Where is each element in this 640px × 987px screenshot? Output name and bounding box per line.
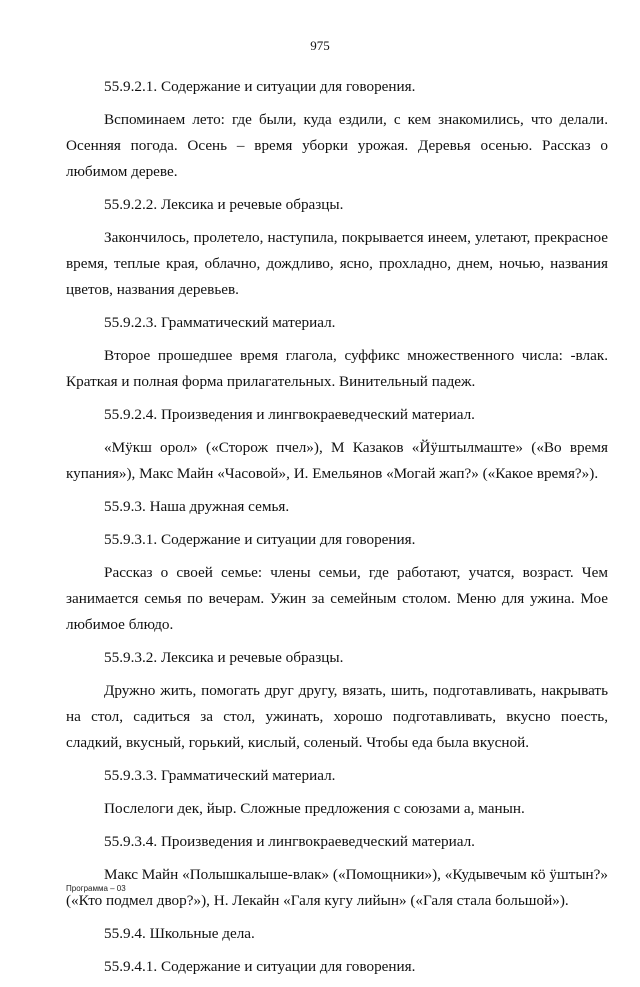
body-paragraph: Рассказ о своей семье: члены семьи, где работают, учатся, возраст. Чем занимается семья по вечерам. Ужин за семейным столом. Меню для ужина. Мое любимое блюдо. — [66, 564, 608, 633]
section-heading: 55.9.3.1. Содержание и ситуации для говорения. — [104, 531, 416, 548]
body-paragraph: Послелоги дек, йыр. Сложные предложения с союзами а, манын. — [104, 800, 525, 817]
document-body — [66, 74, 608, 987]
section-heading: 55.9.2.2. Лексика и речевые образцы. — [104, 196, 344, 213]
body-paragraph: Макс Майн «Полышкалыше-влак» («Помощники»), «Кудывечым кӧ ӱштын?» («Кто подмел двор?»), Н. Лекайн «Галя кугу лийын» («Галя стала большой»). — [66, 866, 608, 909]
section-heading: 55.9.2.1. Содержание и ситуации для говорения. — [104, 78, 416, 95]
section-heading: 55.9.2.3. Грамматический материал. — [104, 314, 336, 331]
section-heading: 55.9.3.2. Лексика и речевые образцы. — [104, 649, 344, 666]
section-heading: 55.9.3.3. Грамматический материал. — [104, 767, 336, 784]
page-footer: Программа – 03 — [66, 884, 126, 893]
body-paragraph: «Мӱкш орол» («Сторож пчел»), М Казаков «Йӱштылмаште» («Во время купания»), Макс Майн «Часовой», И. Емельянов «Могай жап?» («Какое время?»). — [66, 439, 608, 482]
section-heading: 55.9.4.1. Содержание и ситуации для говорения. — [104, 958, 416, 975]
body-paragraph: Дружно жить, помогать друг другу, вязать, шить, подготавливать, накрывать на стол, садиться за стол, ужинать, хорошо подготавливать, вкусно поесть, сладкий, вкусный, горький, кислый, соленый. Чтобы еда была вкусной. — [66, 682, 608, 751]
section-heading: 55.9.3. Наша дружная семья. — [104, 498, 290, 515]
body-paragraph: Закончилось, пролетело, наступила, покрывается инеем, улетают, прекрасное время, теплые края, облачно, дождливо, ясно, прохладно, днем, ночью, названия цветов, названия деревьев. — [66, 229, 608, 298]
body-paragraph: Вспоминаем лето: где были, куда ездили, с кем знакомились, что делали. Осенняя погода. Осень – время уборки урожая. Деревья осенью. Рассказ о любимом дереве. — [66, 111, 608, 180]
body-paragraph: Второе прошедшее время глагола, суффикс множественного числа: -влак. Краткая и полная форма прилагательных. Винительный падеж. — [66, 347, 608, 390]
section-heading: 55.9.2.4. Произведения и лингвокраеведческий материал. — [104, 406, 475, 423]
section-heading: 55.9.4. Школьные дела. — [104, 925, 255, 942]
page-number: 975 — [310, 38, 330, 53]
section-heading: 55.9.3.4. Произведения и лингвокраеведческий материал. — [104, 833, 475, 850]
